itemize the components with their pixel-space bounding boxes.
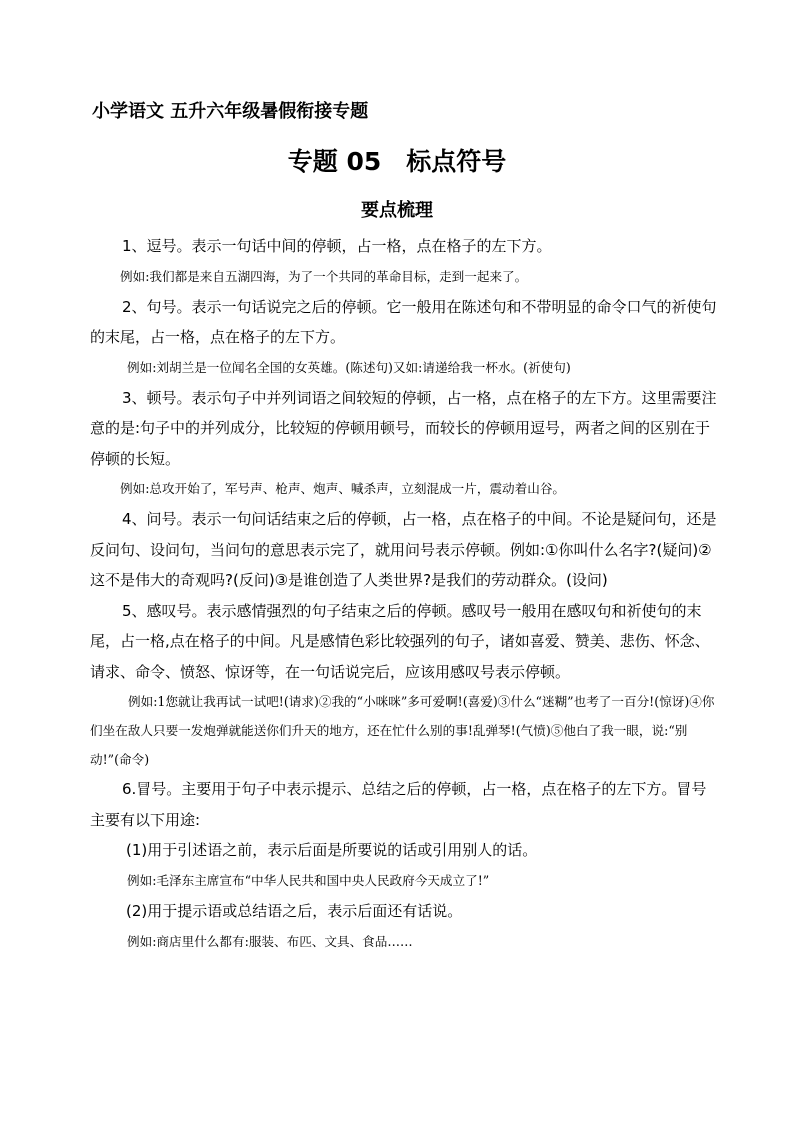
example-colon-use-2: 例如:商店里什么都有:服装、布匹、文具、食品…… bbox=[127, 934, 413, 949]
item-colon: 6.冒号。主要用于句子中表示提示、总结之后的停顿，占一格，点在格子的左下方。冒号主要有以下用途: bbox=[90, 780, 707, 829]
example-period: 例如:刘胡兰是一位闻名全国的女英雄。(陈述句)又如:请递给我一杯水。(祈使句) bbox=[127, 359, 571, 375]
content-body bbox=[90, 231, 720, 957]
item-comma: 1、逗号。表示一句话中间的停顿，占一格，点在格子的左下方。 bbox=[122, 237, 552, 255]
colon-use-1: (1)用于引述语之前，表示后面是所要说的话或引用别人的话。 bbox=[126, 841, 538, 859]
example-comma: 例如:我们都是来自五湖四海，为了一个共同的革命目标，走到一起来了。 bbox=[120, 268, 528, 284]
colon-use-2: (2)用于提示语或总结语之后，表示后面还有话说。 bbox=[126, 902, 463, 920]
item-question-mark: 4、问号。表示一句问话结束之后的停顿，占一格，点在格子的中间。不论是疑问句，还是反问句、设问句，当问句的意思表示完了，就用问号表示停顿。例如:①你叫什么名字?(疑问)②这不是伟大的奇观吗?(反问)③是谁创造了人类世界?是我们的劳动群众。(设问) bbox=[90, 510, 717, 589]
example-colon-use-1: 例如:毛泽东主席宣布“中华人民共和国中央人民政府今天成立了!” bbox=[127, 873, 490, 888]
item-exclamation-mark: 5、感叹号。表示感情强烈的句子结束之后的停顿。感叹号一般用在感叹句和祈使句的末尾，占一格,点在格子的中间。凡是感情色彩比较强列的句子，诸如喜爱、赞美、悲伤、怀念、请求、命令、愤怒、惊讶等，在一句话说完后，应该用感叹号表示停顿。 bbox=[90, 601, 710, 681]
example-enumeration-comma: 例如:总攻开始了，军号声、枪声、炮声、喊杀声，立刻混成一片，震动着山谷。 bbox=[120, 481, 566, 496]
page-title: 专题 05 标点符号 bbox=[287, 147, 507, 176]
series-title: 小学语文 五升六年级暑假衔接专题 bbox=[92, 101, 369, 122]
example-exclamation-mark: 例如:1您就让我再试一试吧!(请求)②我的“小咪咪”多可爱啊!(喜爱)③什么“迷糊”也考了一百分!(惊讶)④你们坐在敌人只要一发炮弹就能送你们升天的地方，还在忙什么别的事!乱弹琴!(气愤)⑤他白了我一眼，说:“别动!”(命令) bbox=[90, 694, 715, 767]
item-enumeration-comma: 3、顿号。表示句子中并列词语之间较短的停顿，占一格，点在格子的左下方。这里需要注意的是:句子中的并列成分，比较短的停顿用顿号，而较长的停顿用逗号，两者之间的区别在于停顿的长短。 bbox=[90, 388, 717, 468]
item-period: 2、句号。表示一句话说完之后的停顿。它一般用在陈述句和不带明显的命令口气的祈使句的末尾，占一格，点在格子的左下方。 bbox=[90, 297, 717, 346]
section-title: 要点梳理 bbox=[361, 200, 433, 221]
